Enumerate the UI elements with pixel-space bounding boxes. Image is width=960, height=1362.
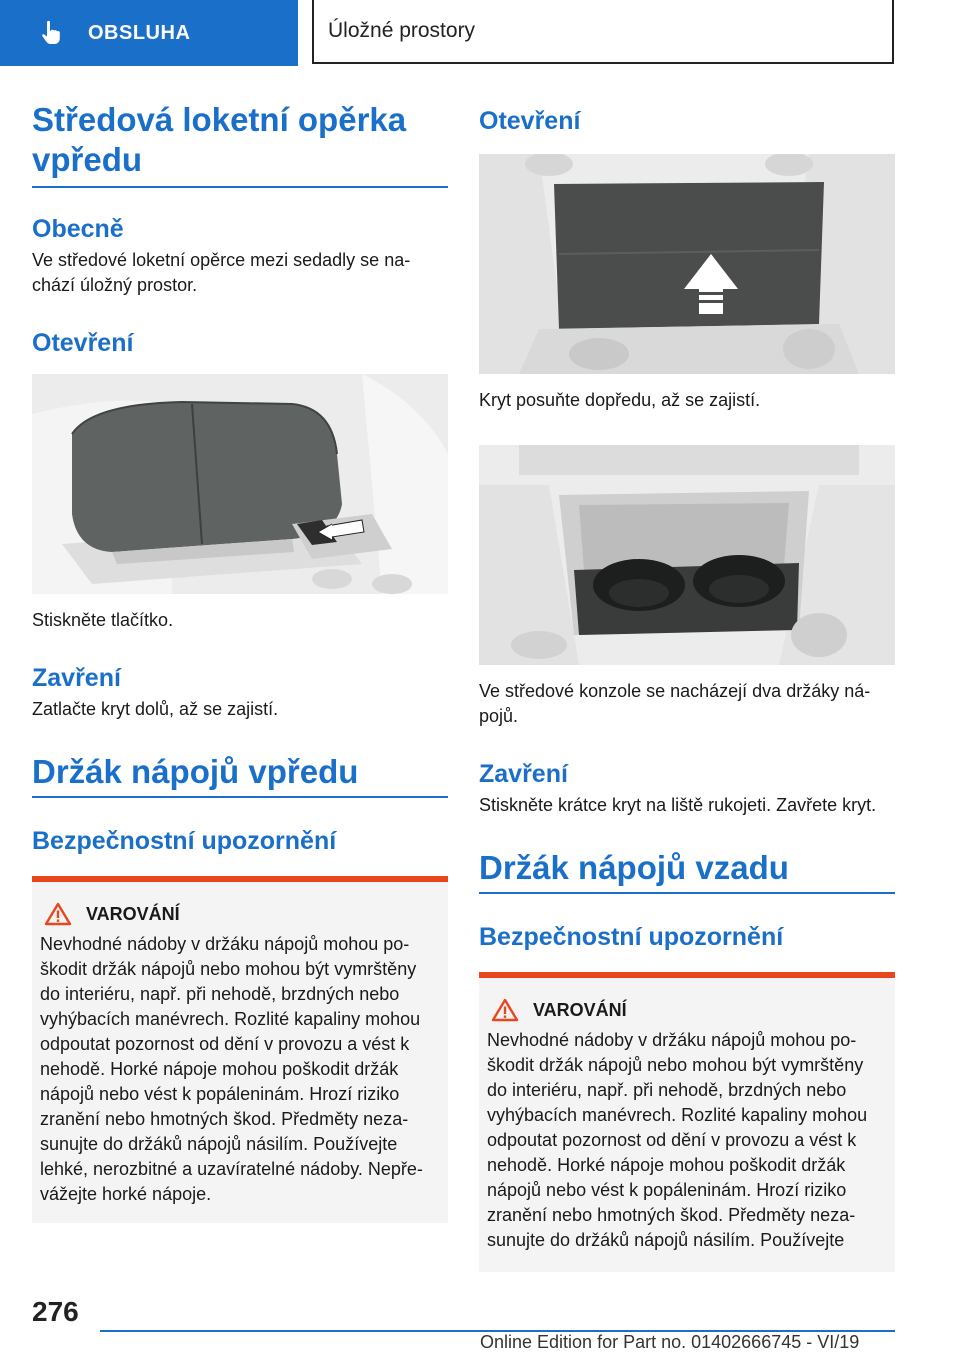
warning-triangle-icon	[44, 902, 72, 926]
general-heading: Obecně	[32, 215, 124, 243]
close-heading: Zavření	[32, 664, 121, 692]
caption-slide-cover: Kryt posuňte dopředu, až se zajistí.	[479, 390, 761, 410]
warning-box-right	[479, 972, 895, 1272]
console-cover-image	[479, 154, 895, 374]
page-title: Středová loketní opěrka vpředu	[32, 101, 407, 178]
warning-triangle-icon	[491, 998, 519, 1022]
left-column	[32, 100, 448, 1223]
warning-title-right	[487, 998, 887, 1022]
title-block	[32, 100, 448, 188]
safety-heading-right: Bezpečnostní upozornění	[479, 923, 784, 951]
cup-holders-image	[479, 445, 895, 665]
edition-text: Online Edition for Part no. 01402666745 - VI/19	[480, 1332, 860, 1352]
warning-box	[32, 876, 448, 1223]
section-tab	[0, 0, 298, 66]
chapter-title: Úložné prostory	[328, 19, 476, 42]
warning-title	[40, 902, 440, 926]
cup-holder-rear-title: Držák nápojů vzadu	[479, 849, 789, 886]
warning-text: Nevhodné nádoby v držáku nápojů mohou po-škodit držák nápojů nebo mohou být vymrštěny do interiéru, např. při nehodě, brzdných nebo vyhýbacích manévrech. Rozlité kapaliny mohou odpoutat pozornost od dění v provozu a vést k nehodě. Horké nápoje mohou poškodit držák nápojů nebo vést k popáleninám. Hrozí riziko zranění nebo hmotných škod. Předměty neza-sunujte do držáků nápojů násilím. Používejte lehké, nerozbitné a uzavíratelné nádoby. Nepře-vážejte horké nápoje.	[40, 934, 423, 1204]
page-number: 276	[32, 1296, 79, 1327]
chapter-header	[312, 0, 894, 64]
armrest-image	[32, 374, 448, 594]
safety-heading: Bezpečnostní upozornění	[32, 827, 337, 855]
warning-label-right: VAROVÁNÍ	[533, 999, 627, 1020]
open-heading-right: Otevření	[479, 107, 581, 135]
caption-cup-holders: Ve středové konzole se nacházejí dva držáky ná-pojů.	[479, 681, 871, 726]
close-text: Zatlačte kryt dolů, až se zajistí.	[32, 699, 279, 719]
rear-title-block	[479, 848, 895, 894]
close-text-right: Stiskněte krátce kryt na liště rukojeti. Zavřete kryt.	[479, 795, 877, 815]
open-caption: Stiskněte tlačítko.	[32, 610, 174, 630]
open-heading: Otevření	[32, 329, 134, 357]
section-label: OBSLUHA	[88, 21, 191, 44]
cup-title-block	[32, 752, 448, 798]
warning-label: VAROVÁNÍ	[86, 903, 180, 924]
right-column	[479, 100, 895, 1272]
general-text: Ve středové loketní opěrce mezi sedadly se na-chází úložný prostor.	[32, 250, 411, 295]
warning-text-right: Nevhodné nádoby v držáku nápojů mohou po-škodit držák nápojů nebo mohou být vymrštěny do interiéru, např. při nehodě, brzdných nebo vyhýbacích manévrech. Rozlité kapaliny mohou odpoutat pozornost od dění v provozu a vést k nehodě. Horké nápoje mohou poškodit držák nápojů nebo vést k popáleninám. Hrozí riziko zranění nebo hmotných škod. Předměty neza-sunujte do držáků nápojů násilím. Používejte	[487, 1030, 868, 1250]
close-heading-right: Zavření	[479, 760, 568, 788]
cup-holder-front-title: Držák nápojů vpředu	[32, 753, 359, 790]
hand-pointer-icon	[38, 19, 66, 47]
